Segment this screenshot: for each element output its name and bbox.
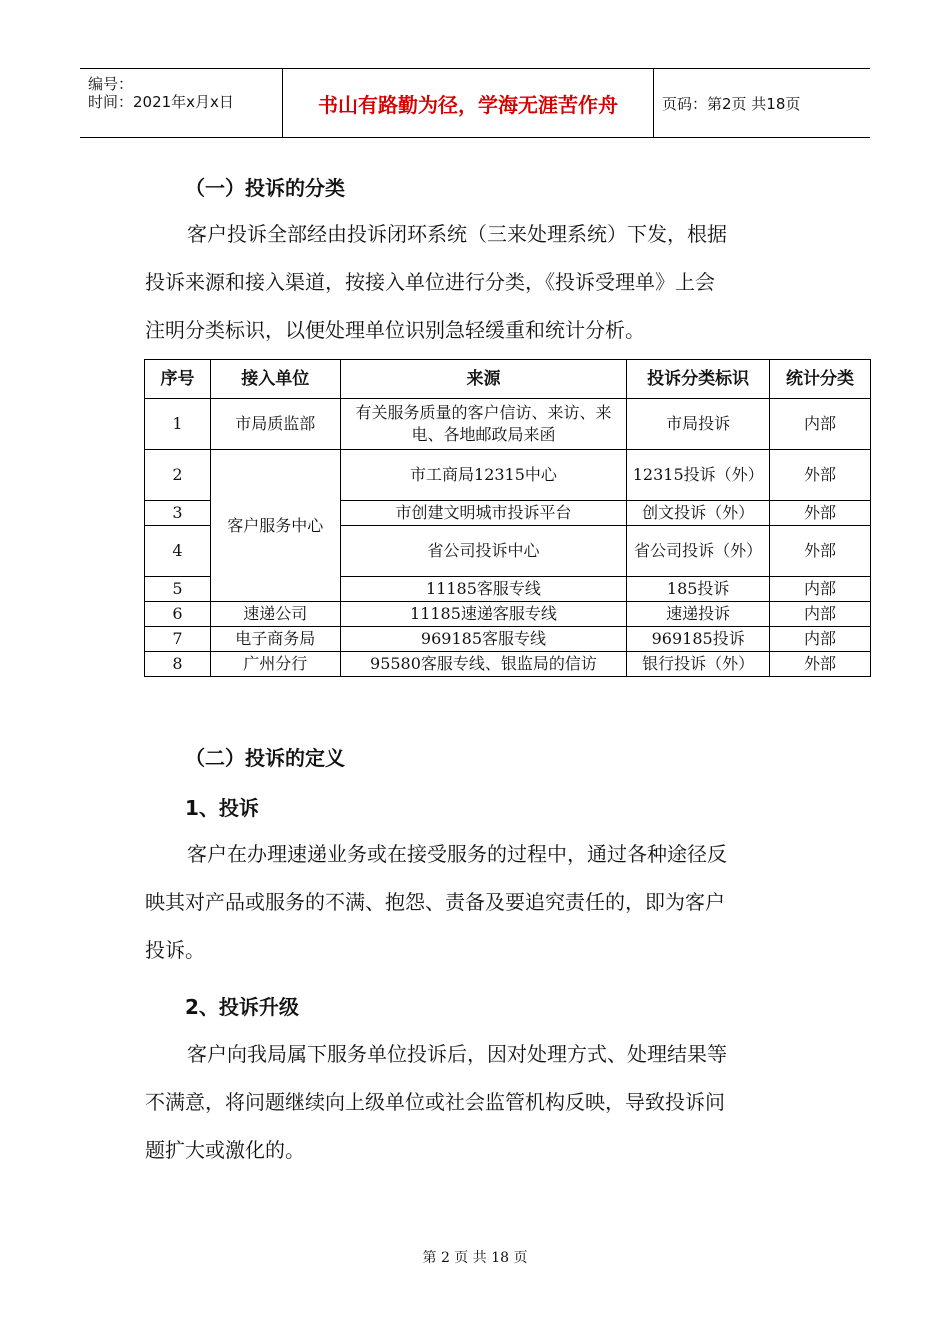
cell-source: 11185速递客服专线 (340, 602, 627, 627)
paragraph-line: 不满意，将问题继续向上级单位或社会监管机构反映，导致投诉问 (145, 1090, 725, 1114)
cell-no: 3 (145, 501, 211, 526)
col-header-no: 序号 (145, 360, 211, 399)
cell-no: 1 (145, 399, 211, 450)
paragraph-line: 客户投诉全部经由投诉闭环系统（三来处理系统）下发，根据 (187, 222, 727, 246)
paragraph-line: 客户向我局属下服务单位投诉后，因对处理方式、处理结果等 (187, 1042, 727, 1066)
cell-tag: 185投诉 (627, 577, 770, 602)
sub2-paragraph (145, 1030, 805, 1174)
table-header-row (145, 360, 871, 399)
paragraph-line: 客户在办理速递业务或在接受服务的过程中，通过各种途径反 (187, 842, 727, 866)
col-header-tag: 投诉分类标识 (627, 360, 770, 399)
section-heading-classification: （一）投诉的分类 (185, 176, 345, 200)
cell-no: 8 (145, 652, 211, 677)
paragraph-line: 题扩大或激化的。 (145, 1138, 305, 1162)
cell-stat: 外部 (770, 450, 871, 501)
time-label: 时间：2021年x月x日 (88, 93, 234, 111)
cell-tag: 12315投诉（外） (627, 450, 770, 501)
cell-no: 2 (145, 450, 211, 501)
subheading-escalation: 2、投诉升级 (185, 995, 299, 1019)
section1-paragraph (145, 210, 805, 354)
cell-source: 969185客服专线 (340, 627, 627, 652)
cell-source: 有关服务质量的客户信访、来访、来电、各地邮政局来函 (340, 399, 627, 450)
cell-tag: 银行投诉（外） (627, 652, 770, 677)
cell-tag: 速递投诉 (627, 602, 770, 627)
header-meta (80, 69, 283, 137)
paragraph-line: 投诉来源和接入渠道，按接入单位进行分类，《投诉受理单》上会 (145, 270, 715, 294)
page-header (80, 68, 870, 138)
complaint-classification-table (144, 359, 871, 677)
sub1-paragraph (145, 830, 805, 974)
cell-stat: 内部 (770, 399, 871, 450)
table-row (145, 627, 871, 652)
cell-stat: 内部 (770, 577, 871, 602)
cell-source: 市创建文明城市投诉平台 (340, 501, 627, 526)
table-row (145, 652, 871, 677)
paragraph-line: 映其对产品或服务的不满、抱怨、责备及要追究责任的，即为客户 (145, 890, 725, 914)
paragraph-line: 注明分类标识，以便处理单位识别急轻缓重和统计分析。 (145, 318, 645, 342)
cell-tag: 969185投诉 (627, 627, 770, 652)
cell-unit: 电子商务局 (210, 627, 340, 652)
cell-stat: 外部 (770, 652, 871, 677)
cell-tag: 省公司投诉（外） (627, 526, 770, 577)
paragraph-line: 投诉。 (145, 938, 205, 962)
cell-stat: 内部 (770, 602, 871, 627)
cell-tag: 市局投诉 (627, 399, 770, 450)
cell-unit: 市局质监部 (210, 399, 340, 450)
cell-source: 市工商局12315中心 (340, 450, 627, 501)
table-row (145, 450, 871, 501)
table-row (145, 399, 871, 450)
cell-unit: 速递公司 (210, 602, 340, 627)
col-header-unit: 接入单位 (210, 360, 340, 399)
cell-stat: 外部 (770, 501, 871, 526)
cell-no: 7 (145, 627, 211, 652)
cell-no: 6 (145, 602, 211, 627)
cell-stat: 外部 (770, 526, 871, 577)
cell-stat: 内部 (770, 627, 871, 652)
cell-tag: 创文投诉（外） (627, 501, 770, 526)
page-footer: 第 2 页 共 18 页 (422, 1250, 528, 1266)
cell-unit: 客户服务中心 (210, 450, 340, 602)
col-header-stat: 统计分类 (770, 360, 871, 399)
header-motto: 书山有路勤为径，学海无涯苦作舟 (283, 69, 654, 137)
number-label: 编号： (88, 75, 134, 93)
header-page-info: 页码：第2页 共18页 (662, 94, 801, 113)
section-heading-definition: （二）投诉的定义 (185, 746, 345, 770)
subheading-complaint: 1、投诉 (185, 796, 259, 820)
cell-unit: 广州分行 (210, 652, 340, 677)
cell-source: 95580客服专线、银监局的信访 (340, 652, 627, 677)
table-row (145, 602, 871, 627)
cell-source: 11185客服专线 (340, 577, 627, 602)
cell-no: 5 (145, 577, 211, 602)
col-header-source: 来源 (340, 360, 627, 399)
cell-no: 4 (145, 526, 211, 577)
cell-source: 省公司投诉中心 (340, 526, 627, 577)
